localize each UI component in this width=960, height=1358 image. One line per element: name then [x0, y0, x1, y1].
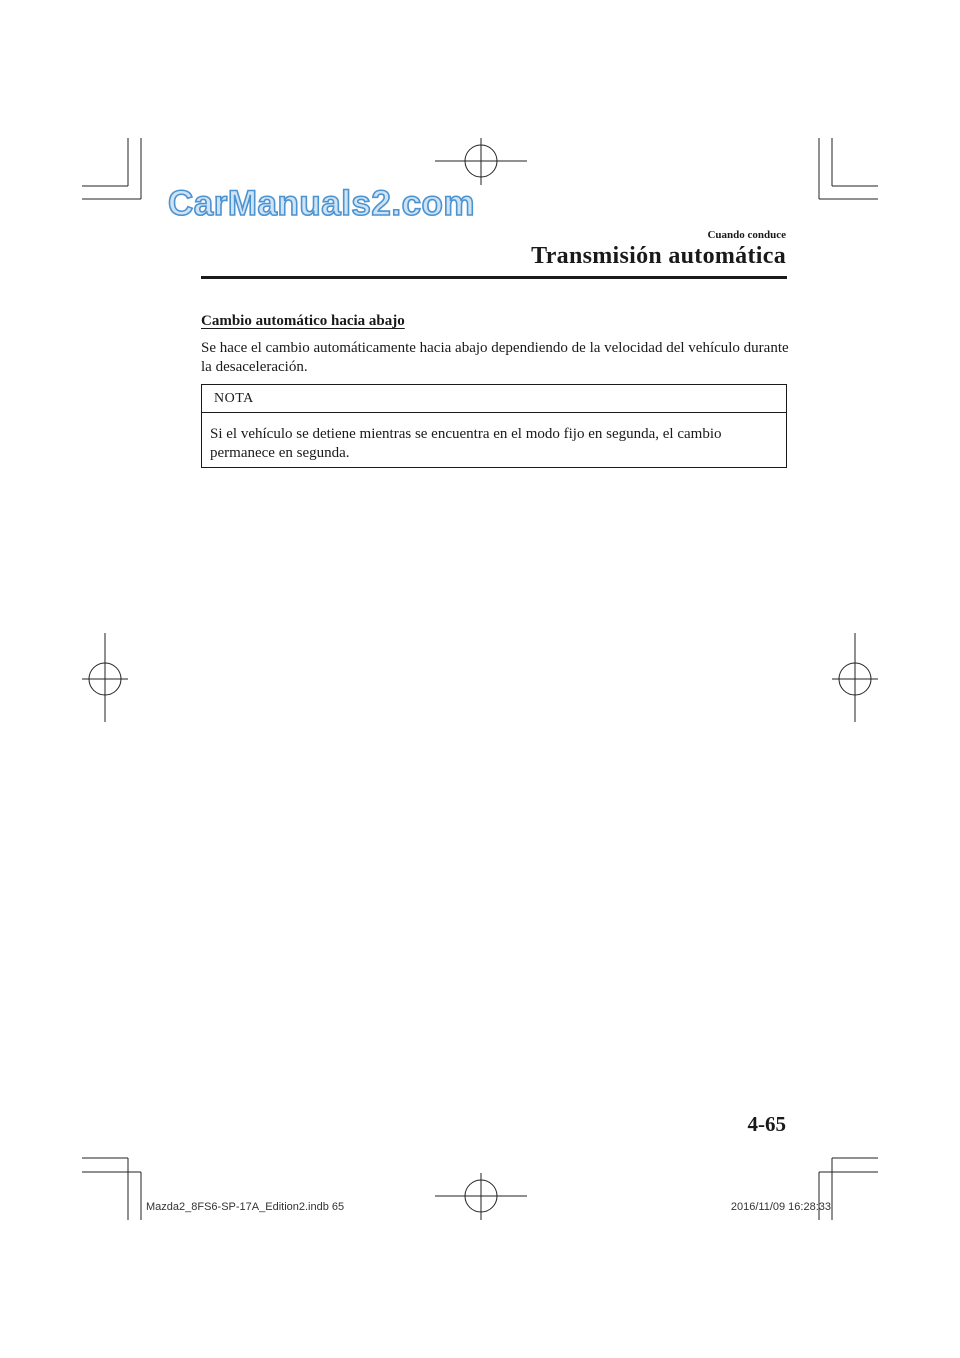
body-paragraph: Se hace el cambio automáticamente hacia abajo dependiendo de la velocidad del vehículo durante la desaceleración. — [201, 340, 789, 375]
header-divider — [201, 276, 787, 279]
page-number: 4-65 — [747, 1112, 786, 1136]
footer-file-info: Mazda2_8FS6-SP-17A_Edition2.indb 65 — [146, 1201, 345, 1213]
note-box — [201, 384, 787, 468]
subheading: Cambio automático hacia abajo — [201, 313, 405, 329]
note-label: NOTA — [214, 391, 254, 406]
note-text: Si el vehículo se detiene mientras se encuentra en el modo fijo en segunda, el cambio permanece en segunda. — [210, 426, 722, 461]
note-header — [202, 385, 786, 413]
footer-timestamp: 2016/11/09 16:28:33 — [730, 1201, 831, 1213]
chapter-label: Cuando conduce — [707, 229, 786, 241]
section-title: Transmisión automática — [531, 243, 786, 269]
watermark-logo: CarManuals2.com — [168, 184, 476, 223]
